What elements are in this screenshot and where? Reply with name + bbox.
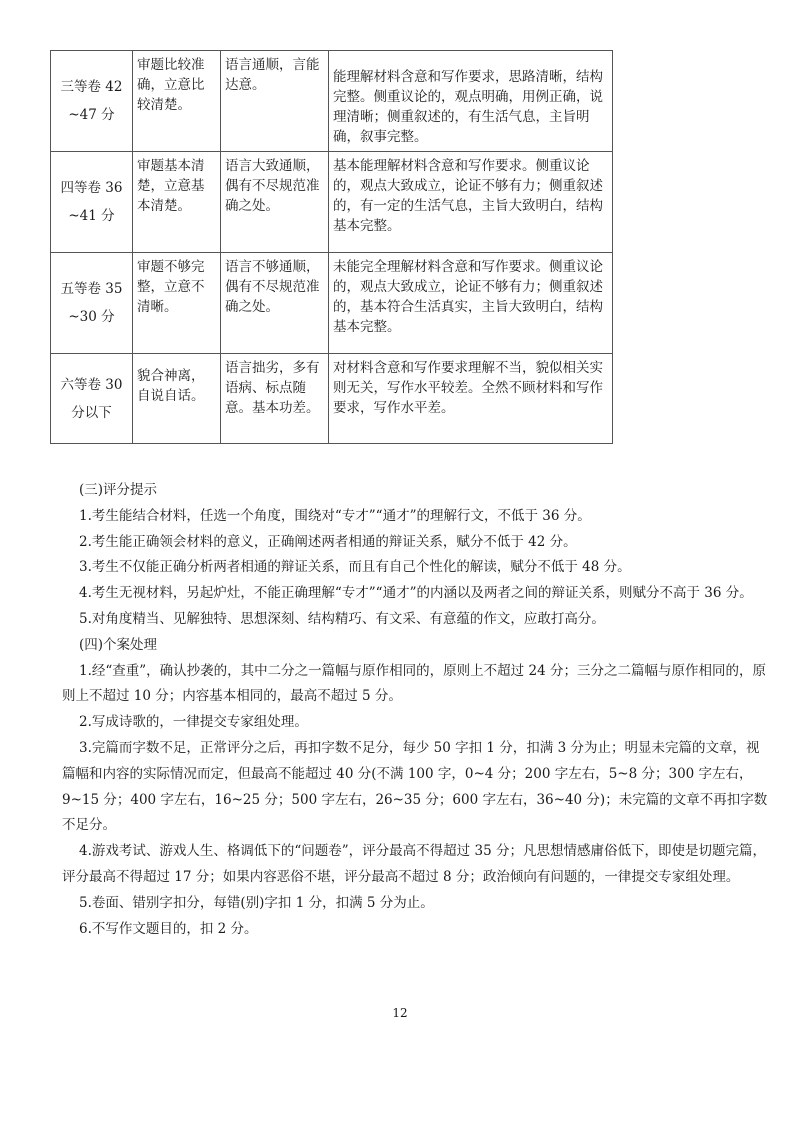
grade-level-cell: 四等卷 36 ~41 分 xyxy=(51,152,133,253)
scoring-notes xyxy=(62,478,772,942)
content-cell: 对材料含意和写作要求理解不当，貌似相关实则无关，写作水平较差。全然不顾材料和写作要求，写作水平差。 xyxy=(329,354,613,444)
table-row xyxy=(51,253,613,354)
language-cell: 语言大致通顺，偶有不尽规范准确之处。 xyxy=(221,152,329,253)
list-item: 5.卷面、错别字扣分，每错(别)字扣 1 分，扣满 5 分为止。 xyxy=(79,894,434,911)
topic-cell: 审题基本清楚，立意基本清楚。 xyxy=(133,152,221,253)
list-item: 4.考生无视材料，另起炉灶，不能正确理解“专才”“通才”的内涵以及两者之间的辩证关系，则赋分不高于 36 分。 xyxy=(79,585,753,602)
list-item: 6.不写作文题目的，扣 2 分。 xyxy=(79,920,258,937)
table-row xyxy=(51,354,613,444)
grade-level-cell: 五等卷 35~30 分 xyxy=(51,253,133,354)
list-item: 2.写成诗歌的，一律提交专家组处理。 xyxy=(79,714,308,731)
grade-level-cell: 三等卷 42 ~47 分 xyxy=(51,51,133,152)
content-cell: 能理解材料含意和写作要求，思路清晰，结构完整。侧重议论的，观点明确，用例正确，说理清晰；侧重叙述的，有生活气息，主旨明确，叙事完整。 xyxy=(329,51,613,152)
section-heading: (三)评分提示 xyxy=(79,482,158,498)
list-item: 2.考生能正确领会材料的意义，正确阐述两者相通的辩证关系，赋分不低于 42 分。 xyxy=(79,533,577,550)
list-item: 5.对角度精当、见解独特、思想深刻、结构精巧、有文采、有意蕴的作文，应敢打高分。 xyxy=(79,610,605,627)
grade-level-cell: 六等卷 30 分以下 xyxy=(51,354,133,444)
topic-cell: 貌合神离，自说自话。 xyxy=(133,354,221,444)
list-item: 3.完篇而字数不足，正常评分之后，再扣字数不足分，每少 50 字扣 1 分，扣满 3 分为止；明显未完篇的文章，视篇幅和内容的实际情况而定，但最高不能超过 40 分(不满 100 字，0~4 分；200 字左右，5~8 分；300 字左右，9~15 分；400 字左右，16~25 分；500 字左右，26~35 分；600 字左右，36~40 分)；未完篇的文章不再扣字数不足分。 xyxy=(62,739,768,834)
list-item: 4.游戏考试、游戏人生、格调低下的“问题卷”，评分最高不得超过 35 分；凡思想情感庸俗低下，即使是切题完篇，评分最高不得超过 17 分；如果内容恶俗不堪，评分最高不超过 8 分；政治倾向有问题的，一律提交专家组处理。 xyxy=(62,843,766,885)
list-item: 1.考生能结合材料，任选一个角度，围绕对“专才”“通才”的理解行文，不低于 36 分。 xyxy=(79,507,591,524)
list-item: 1.经“查重”，确认抄袭的，其中二分之一篇幅与原作相同的，原则上不超过 24 分；三分之二篇幅与原作相同的，原则上不超过 10 分；内容基本相同的，最高不超过 5 分。 xyxy=(62,662,766,705)
page-number: 12 xyxy=(392,1006,408,1020)
table-row xyxy=(51,152,613,253)
grading-table xyxy=(50,50,613,444)
topic-cell: 审题比较准确，立意比较清楚。 xyxy=(133,51,221,152)
section-heading: (四)个案处理 xyxy=(79,636,158,653)
language-cell: 语言通顺，言能达意。 xyxy=(221,51,329,152)
list-item: 3.考生不仅能正确分析两者相通的辩证关系，而且有自己个性化的解读，赋分不低于 48 分。 xyxy=(79,559,631,576)
topic-cell: 审题不够完整，立意不清晰。 xyxy=(133,253,221,354)
language-cell: 语言不够通顺，偶有不尽规范准确之处。 xyxy=(221,253,329,354)
table-row xyxy=(51,51,613,152)
language-cell: 语言拙劣，多有语病、标点随意。基本功差。 xyxy=(221,354,329,444)
content-cell: 基本能理解材料含意和写作要求。侧重议论的，观点大致成立，论证不够有力；侧重叙述的，有一定的生活气息，主旨大致明白，结构基本完整。 xyxy=(329,152,613,253)
content-cell: 未能完全理解材料含意和写作要求。侧重议论的，观点大致成立，论证不够有力；侧重叙述的，基本符合生活真实，主旨大致明白，结构基本完整。 xyxy=(329,253,613,354)
